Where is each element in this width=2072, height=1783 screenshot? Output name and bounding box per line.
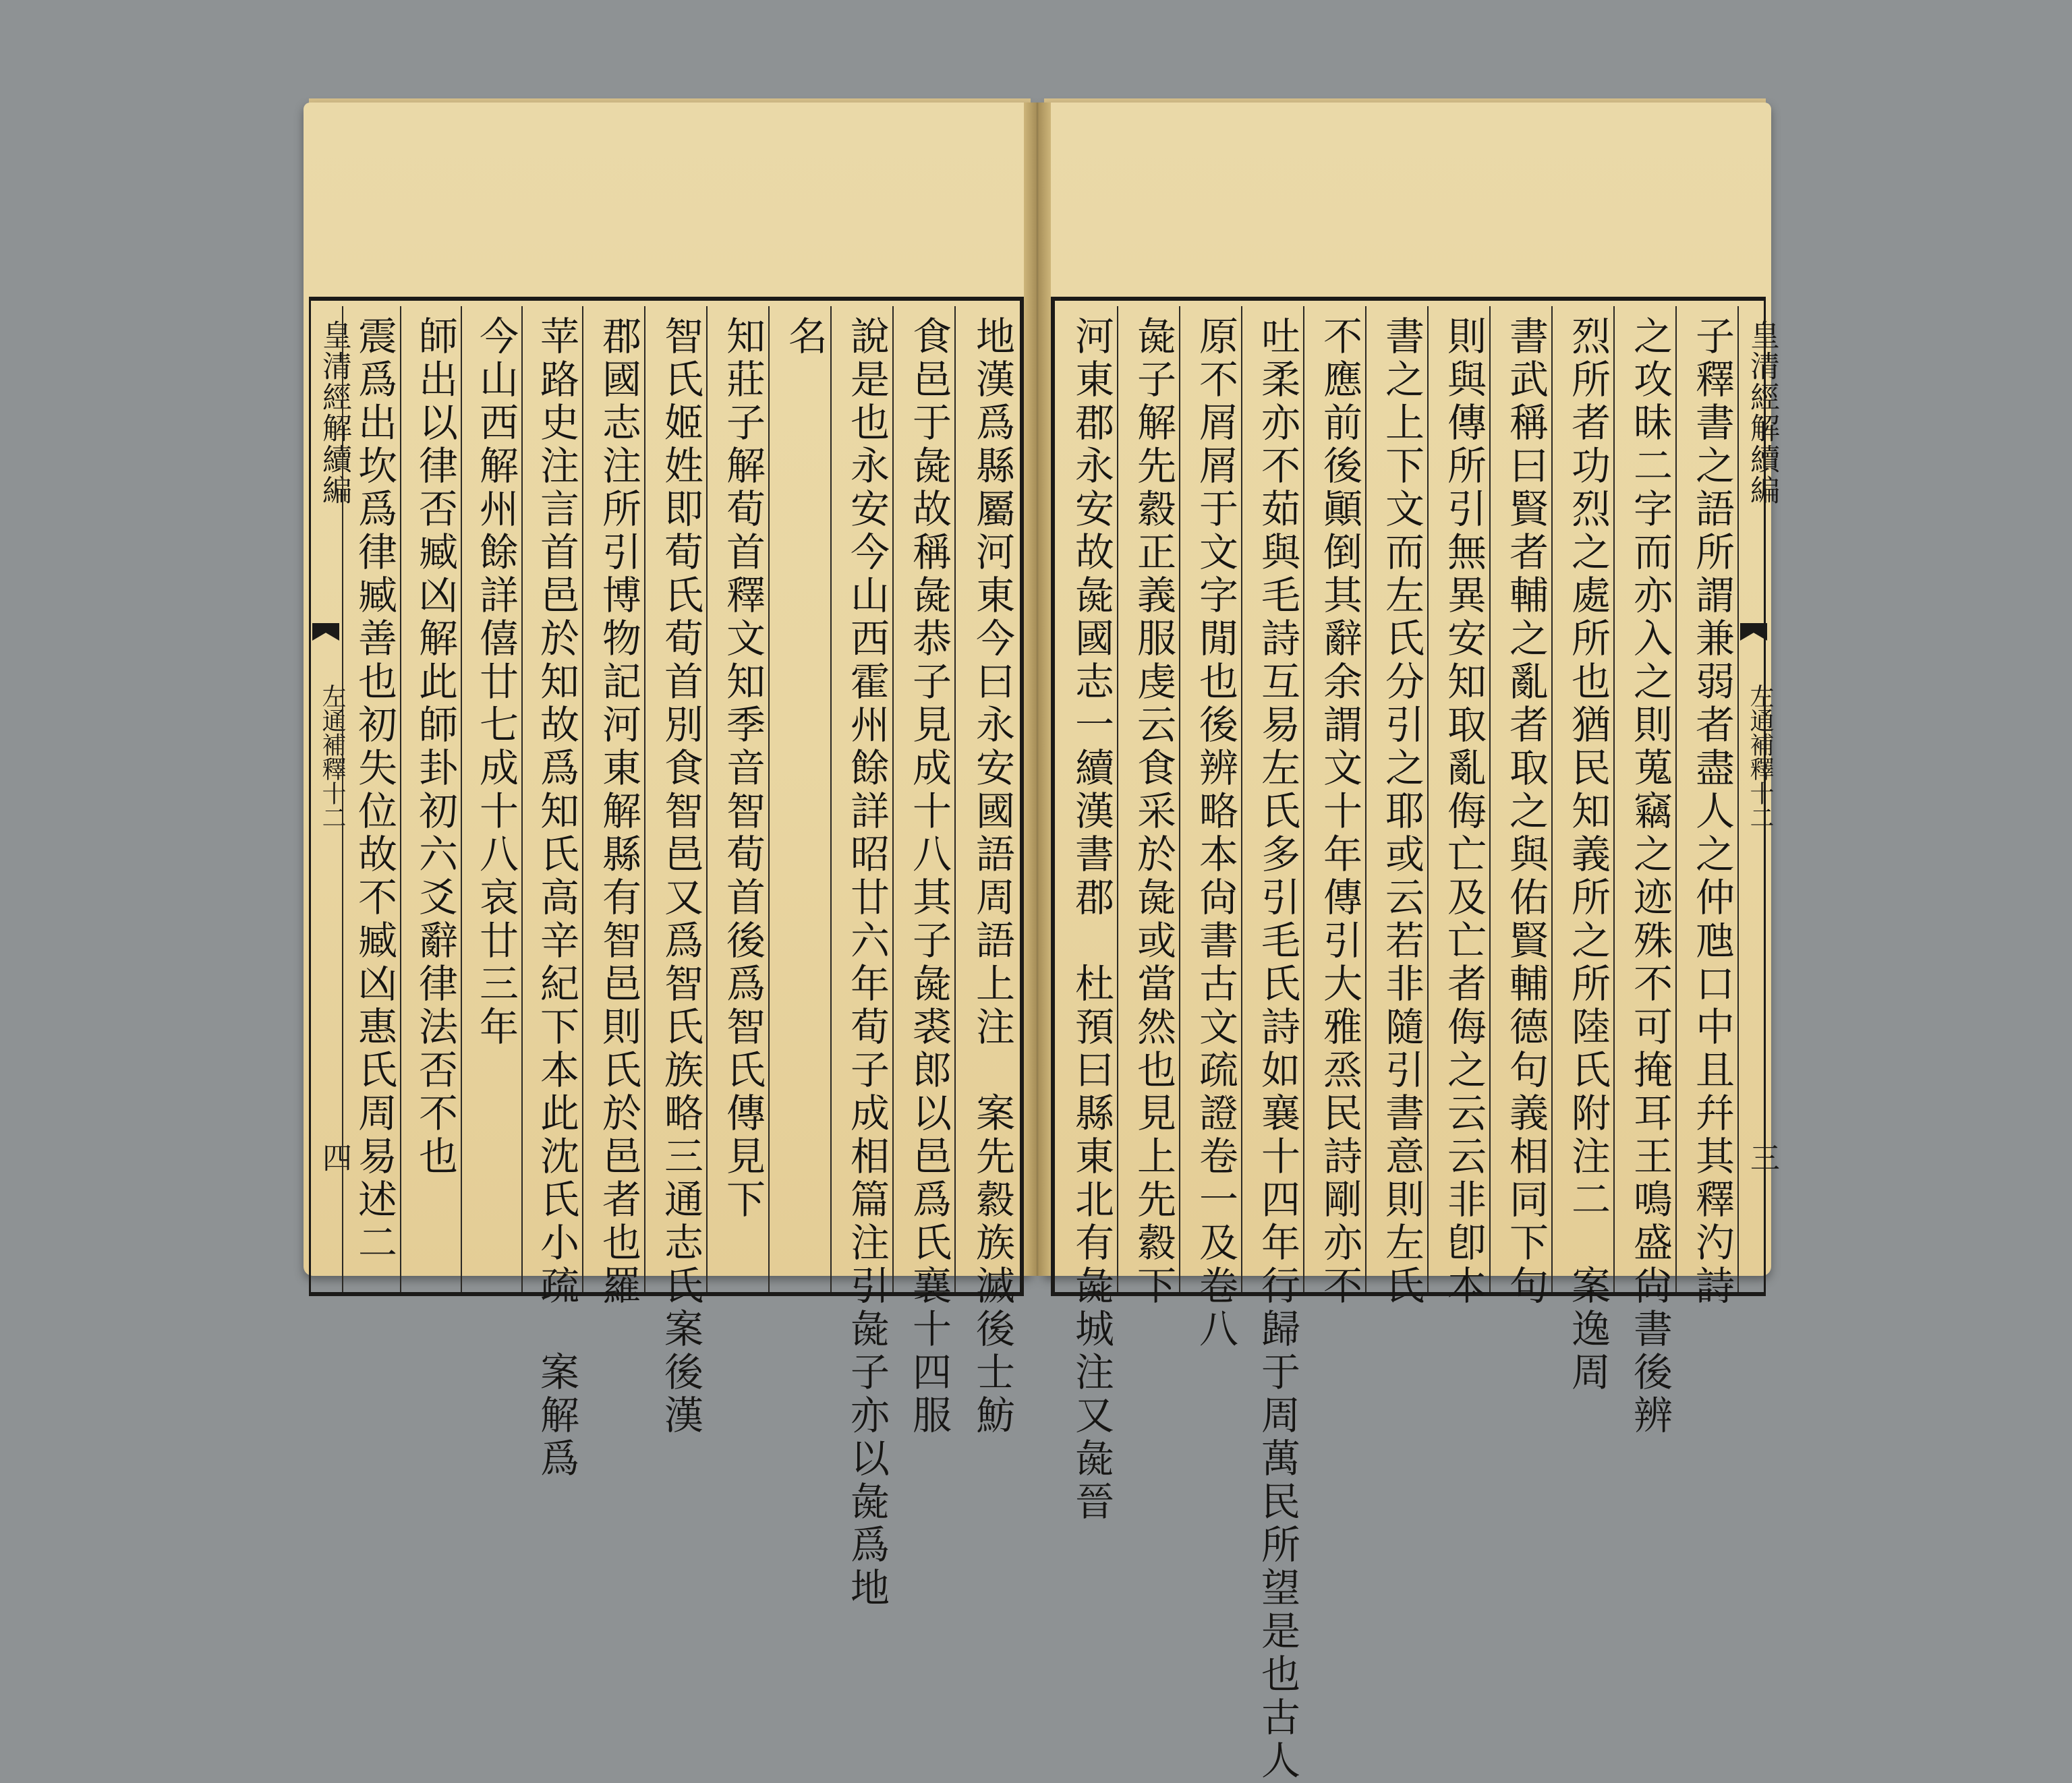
right-column-9: 原不屑屑于文字閒也後辨略本尙書古文疏證卷一及卷八 xyxy=(1179,306,1241,1292)
left-column-6: 智氏姬姓即荀氏荀首別食智邑又爲智氏族略三通志氏案後漢 xyxy=(644,306,706,1292)
right-banxin xyxy=(1737,306,1779,1292)
right-column-5: 則與傳所引無異安知取亂侮亡及亡者侮之云云非卽本 xyxy=(1427,306,1489,1292)
right-banxin-page-number: 三 xyxy=(1745,1142,1779,1172)
right-column-2: 之攻昧二字而亦入之則蒐竊之迹殊不可掩耳王鳴盛尙書後辨 xyxy=(1613,306,1675,1292)
right-column-8: 吐柔亦不茹與毛詩互易左氏多引毛氏詩如襄十四年行歸于周萬民所望是也古人 xyxy=(1241,306,1303,1292)
left-column-2: 食邑于彘故稱彘恭子見成十八其子彘裘郎以邑爲氏襄十四服 xyxy=(892,306,954,1292)
fishtail-mark-right xyxy=(1740,623,1767,641)
right-column-10: 彘子解先縠正義服虔云食采於彘或當然也見上先縠下 xyxy=(1117,306,1179,1292)
right-banxin-title: 皇清經解續編 xyxy=(1745,320,1779,506)
right-column-6: 書之上下文而左氏分引之耶或云若非隨引書意則左氏 xyxy=(1365,306,1427,1292)
right-text-frame xyxy=(1051,297,1779,1783)
left-column-7: 郡國志注所引博物記河東解縣有智邑則氏於邑者也羅 xyxy=(582,306,644,1292)
left-column-4: 名 xyxy=(768,306,830,1292)
right-banxin-subtitle: 左通補釋十二 xyxy=(1746,684,1774,829)
left-column-3: 說是也永安今山西霍州餘詳昭廿六年荀子成相篇注引彘子亦以彘爲地 xyxy=(830,306,892,1292)
left-banxin xyxy=(311,306,351,1292)
right-column-7: 不應前後顚倒其辭余謂文十年傳引大雅烝民詩剛亦不 xyxy=(1303,306,1365,1292)
right-column-11: 河東郡永安故彘國志一續漢書郡 杜預曰縣東北有彘城注又彘晉 xyxy=(1068,316,1114,1524)
fishtail-mark-left xyxy=(312,623,339,641)
book-gutter xyxy=(1024,103,1051,1276)
right-column-3: 烈所者功烈之處所也猶民知義所之所陸氏附注二 案逸周 xyxy=(1551,306,1613,1292)
right-column-4: 書武稱曰賢者輔之亂者取之與佑賢輔德句義相同下句 xyxy=(1489,306,1551,1292)
left-column-8: 苹路史注言首邑於知故爲知氏高辛紀下本此沈氏小疏 案解爲 xyxy=(521,306,582,1292)
left-column-1: 地漢爲縣屬河東今曰永安國語周語上注 案先縠族滅後士魴 xyxy=(954,306,1018,1292)
left-banxin-title: 皇清經解續編 xyxy=(317,320,351,506)
open-book xyxy=(289,76,1787,1783)
left-column-9: 今山西解州餘詳僖廿七成十八哀廿三年 xyxy=(461,306,521,1292)
left-banxin-subtitle: 左通補釋十二 xyxy=(318,684,346,829)
left-column-11: 震爲出坎爲律臧善也初失位故不臧凶惠氏周易述二 xyxy=(342,306,400,1292)
left-column-10: 師出以律否臧凶解此師卦初六爻辭律法否不也 xyxy=(400,306,461,1292)
left-text-frame xyxy=(309,297,1024,1610)
right-column-1: 子釋書之語所謂兼弱者盡人之仲虺口中且幷其釋汋詩 xyxy=(1675,306,1737,1292)
left-banxin-page-number: 四 xyxy=(317,1142,351,1172)
left-column-5: 知莊子解荀首釋文知季音智荀首後爲智氏傳見下 xyxy=(706,306,768,1292)
